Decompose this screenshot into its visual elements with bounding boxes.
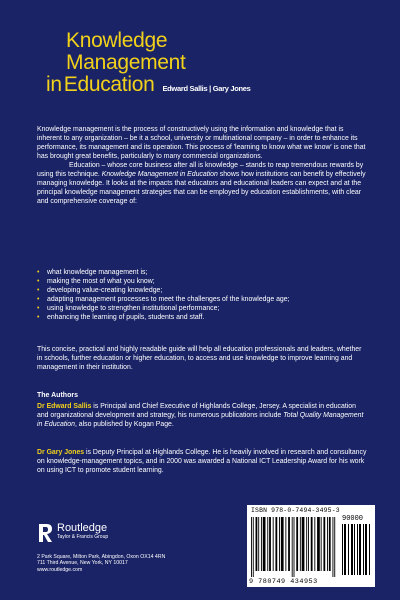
closing-text — [37, 345, 367, 372]
bullet-icon: • — [37, 314, 40, 321]
isbn-label: ISBN 978-0-7494-3495-3 — [251, 507, 340, 514]
title-block — [46, 30, 386, 100]
publisher-logo — [37, 522, 108, 544]
bio-paragraph — [37, 448, 367, 475]
sallis-bio-end: , also published by Kogan Page. — [74, 421, 174, 428]
barcode-number: 9 780749 434953 — [249, 578, 318, 586]
bullet-icon: • — [37, 278, 40, 285]
barcode-panel — [247, 505, 375, 587]
jones-bio-text: is Deputy Principal at Highlands College. He is heavily involved in research and consultancy on knowledge-management topics, and in 2000 was awarded a National ICT Leadership Award for his work on using ICT to promote student learning. — [37, 449, 367, 474]
barcode-bars — [251, 517, 335, 577]
coverage-list — [37, 268, 367, 322]
list-item — [37, 304, 367, 313]
list-item-text: using knowledge to strengthen institutional performance; — [47, 305, 220, 312]
publisher-brand: Routledge — [57, 522, 108, 534]
author-bio-jones — [37, 448, 367, 475]
publisher-address — [37, 554, 165, 573]
intro-paragraph-2 — [37, 161, 367, 206]
author-names: Edward Sallis | Gary Jones — [162, 84, 251, 93]
list-item-text: enhancing the learning of pupils, students and staff. — [47, 314, 205, 321]
title-line-3 — [46, 74, 386, 100]
bullet-icon: • — [37, 287, 40, 294]
sallis-bio-start: is Principal and Chief Executive of Highlands College, Jersey. A specialist in education and organizational development and strategy, his numerous publications include — [37, 403, 356, 419]
publisher-name-block — [57, 522, 108, 540]
intro-paragraph-1: Knowledge management is the process of constructively using the information and knowledge that is inherent to any organization – be it a school, university or multinational company – in order to enhance its performance, its management and its operation. This process of 'learning to know what we know' is one that has brought great benefits, particularly to many commercial organizations. — [37, 126, 366, 160]
list-item — [37, 268, 367, 277]
bullet-icon: • — [37, 269, 40, 276]
authors-heading: The Authors — [37, 392, 78, 399]
bio-paragraph — [37, 402, 367, 429]
list-item-text: making the most of what you know; — [47, 278, 155, 285]
list-item — [37, 295, 367, 304]
author-bio-sallis — [37, 402, 367, 429]
routledge-logo-icon — [37, 522, 53, 544]
list-item-text: adapting management processes to meet the challenges of the knowledge age; — [47, 296, 290, 303]
ean-barcode — [251, 517, 337, 577]
title-main-word: Education — [63, 73, 155, 96]
publisher-website: www.routledge.com — [37, 566, 83, 573]
author-name-sallis: Dr Edward Sallis — [37, 403, 92, 410]
author-name-jones: Dr Gary Jones — [37, 449, 85, 456]
bullet-icon: • — [37, 296, 40, 303]
publisher-group: Taylor & Francis Group — [57, 534, 109, 540]
closing-paragraph: This concise, practical and highly readable guide will help all education professionals and leaders, whether in schools, further education or higher education, to access and use knowledge to improve learning and management in their institution. — [37, 346, 362, 371]
address-line-1: 2 Park Square, Milton Park, Abingdon, Oxon OX14 4RN — [37, 554, 166, 560]
bullet-icon: • — [37, 305, 40, 312]
list-item-text: developing value-creating knowledge; — [47, 287, 163, 294]
sallis-book-title: Total Quality Management in Education — [37, 412, 364, 428]
addon-bars — [342, 524, 370, 575]
intro-text — [37, 125, 367, 206]
list-item-text: what knowledge management is; — [47, 269, 148, 276]
title-line-2: Management — [66, 51, 186, 74]
price-code: 90000 — [342, 515, 364, 523]
title-line-1: Knowledge — [66, 29, 168, 52]
book-title-mention: Knowledge Management in Education — [101, 171, 218, 178]
list-item — [37, 313, 367, 322]
intro-p2-start: Education – whose core business after all is knowledge – stands to reap tremendous rewards by using this technique. — [37, 162, 364, 178]
address-line-2: 711 Third Avenue, New York, NY 10017 — [37, 560, 128, 567]
title-prefix: in — [46, 73, 62, 96]
addon-barcode — [342, 524, 371, 575]
list-item — [37, 277, 367, 286]
intro-p2-end: shows how institutions can benefit by effectively managing knowledge. It looks at the impacts that educators and educational leaders can expect and at the principal knowledge management strategies that can be employed by education establishments, with clear and comprehensive coverage of: — [37, 171, 366, 205]
list-item — [37, 286, 367, 295]
